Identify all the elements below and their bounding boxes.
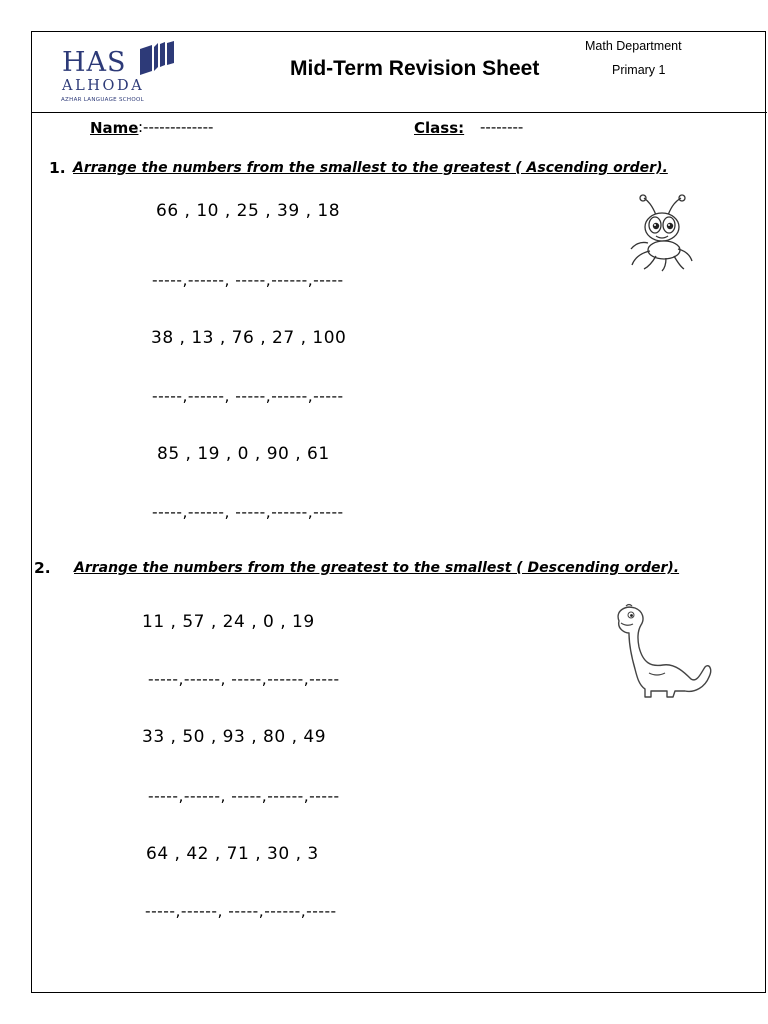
q2-set-2-numbers: 33 , 50 , 93 , 80 , 49 xyxy=(142,727,327,747)
q1-set-2-answer-blank[interactable]: -----,------, -----,------,----- xyxy=(152,387,344,405)
dinosaur-cartoon-icon xyxy=(605,603,715,700)
q1-set-3-answer-blank[interactable]: -----,------, -----,------,----- xyxy=(152,503,344,521)
grade-label: Primary 1 xyxy=(612,63,666,77)
name-blank[interactable]: :------------- xyxy=(138,118,214,136)
department-label: Math Department xyxy=(585,39,682,53)
q2-set-1-answer-blank[interactable]: -----,------, -----,------,----- xyxy=(148,670,340,688)
q1-set-1-numbers: 66 , 10 , 25 , 39 , 18 xyxy=(156,201,341,221)
q1-set-2-numbers: 38 , 13 , 76 , 27 , 100 xyxy=(151,328,347,348)
question-1-instruction: Arrange the numbers from the smallest to the greatest ( Ascending order). xyxy=(73,160,668,176)
question-1-number: 1. xyxy=(49,159,66,177)
question-2-instruction: Arrange the numbers from the greatest to the smallest ( Descending order). xyxy=(74,560,680,576)
q2-set-3-numbers: 64 , 42 , 71 , 30 , 3 xyxy=(146,844,319,864)
logo-alhoda-text: ALHODA xyxy=(62,78,145,94)
page-title: Mid-Term Revision Sheet xyxy=(290,57,540,80)
question-2-number: 2. xyxy=(34,559,51,577)
class-label: Class: xyxy=(414,119,465,137)
q1-set-1-answer-blank[interactable]: -----,------, -----,------,----- xyxy=(152,271,344,289)
q1-set-3-numbers: 85 , 19 , 0 , 90 , 61 xyxy=(157,444,330,464)
class-blank[interactable]: -------- xyxy=(480,118,524,136)
q2-set-2-answer-blank[interactable]: -----,------, -----,------,----- xyxy=(148,787,340,805)
header-divider xyxy=(32,112,767,113)
ant-cartoon-icon xyxy=(626,193,698,273)
name-label: Name xyxy=(90,119,139,137)
logo-school-text: AZHAR LANGUAGE SCHOOL xyxy=(61,97,144,103)
q2-set-1-numbers: 11 , 57 , 24 , 0 , 19 xyxy=(142,612,315,632)
books-logo-icon xyxy=(138,41,176,77)
school-logo xyxy=(54,37,194,103)
logo-has-text: HAS xyxy=(62,47,127,78)
q2-set-3-answer-blank[interactable]: -----,------, -----,------,----- xyxy=(145,902,337,920)
